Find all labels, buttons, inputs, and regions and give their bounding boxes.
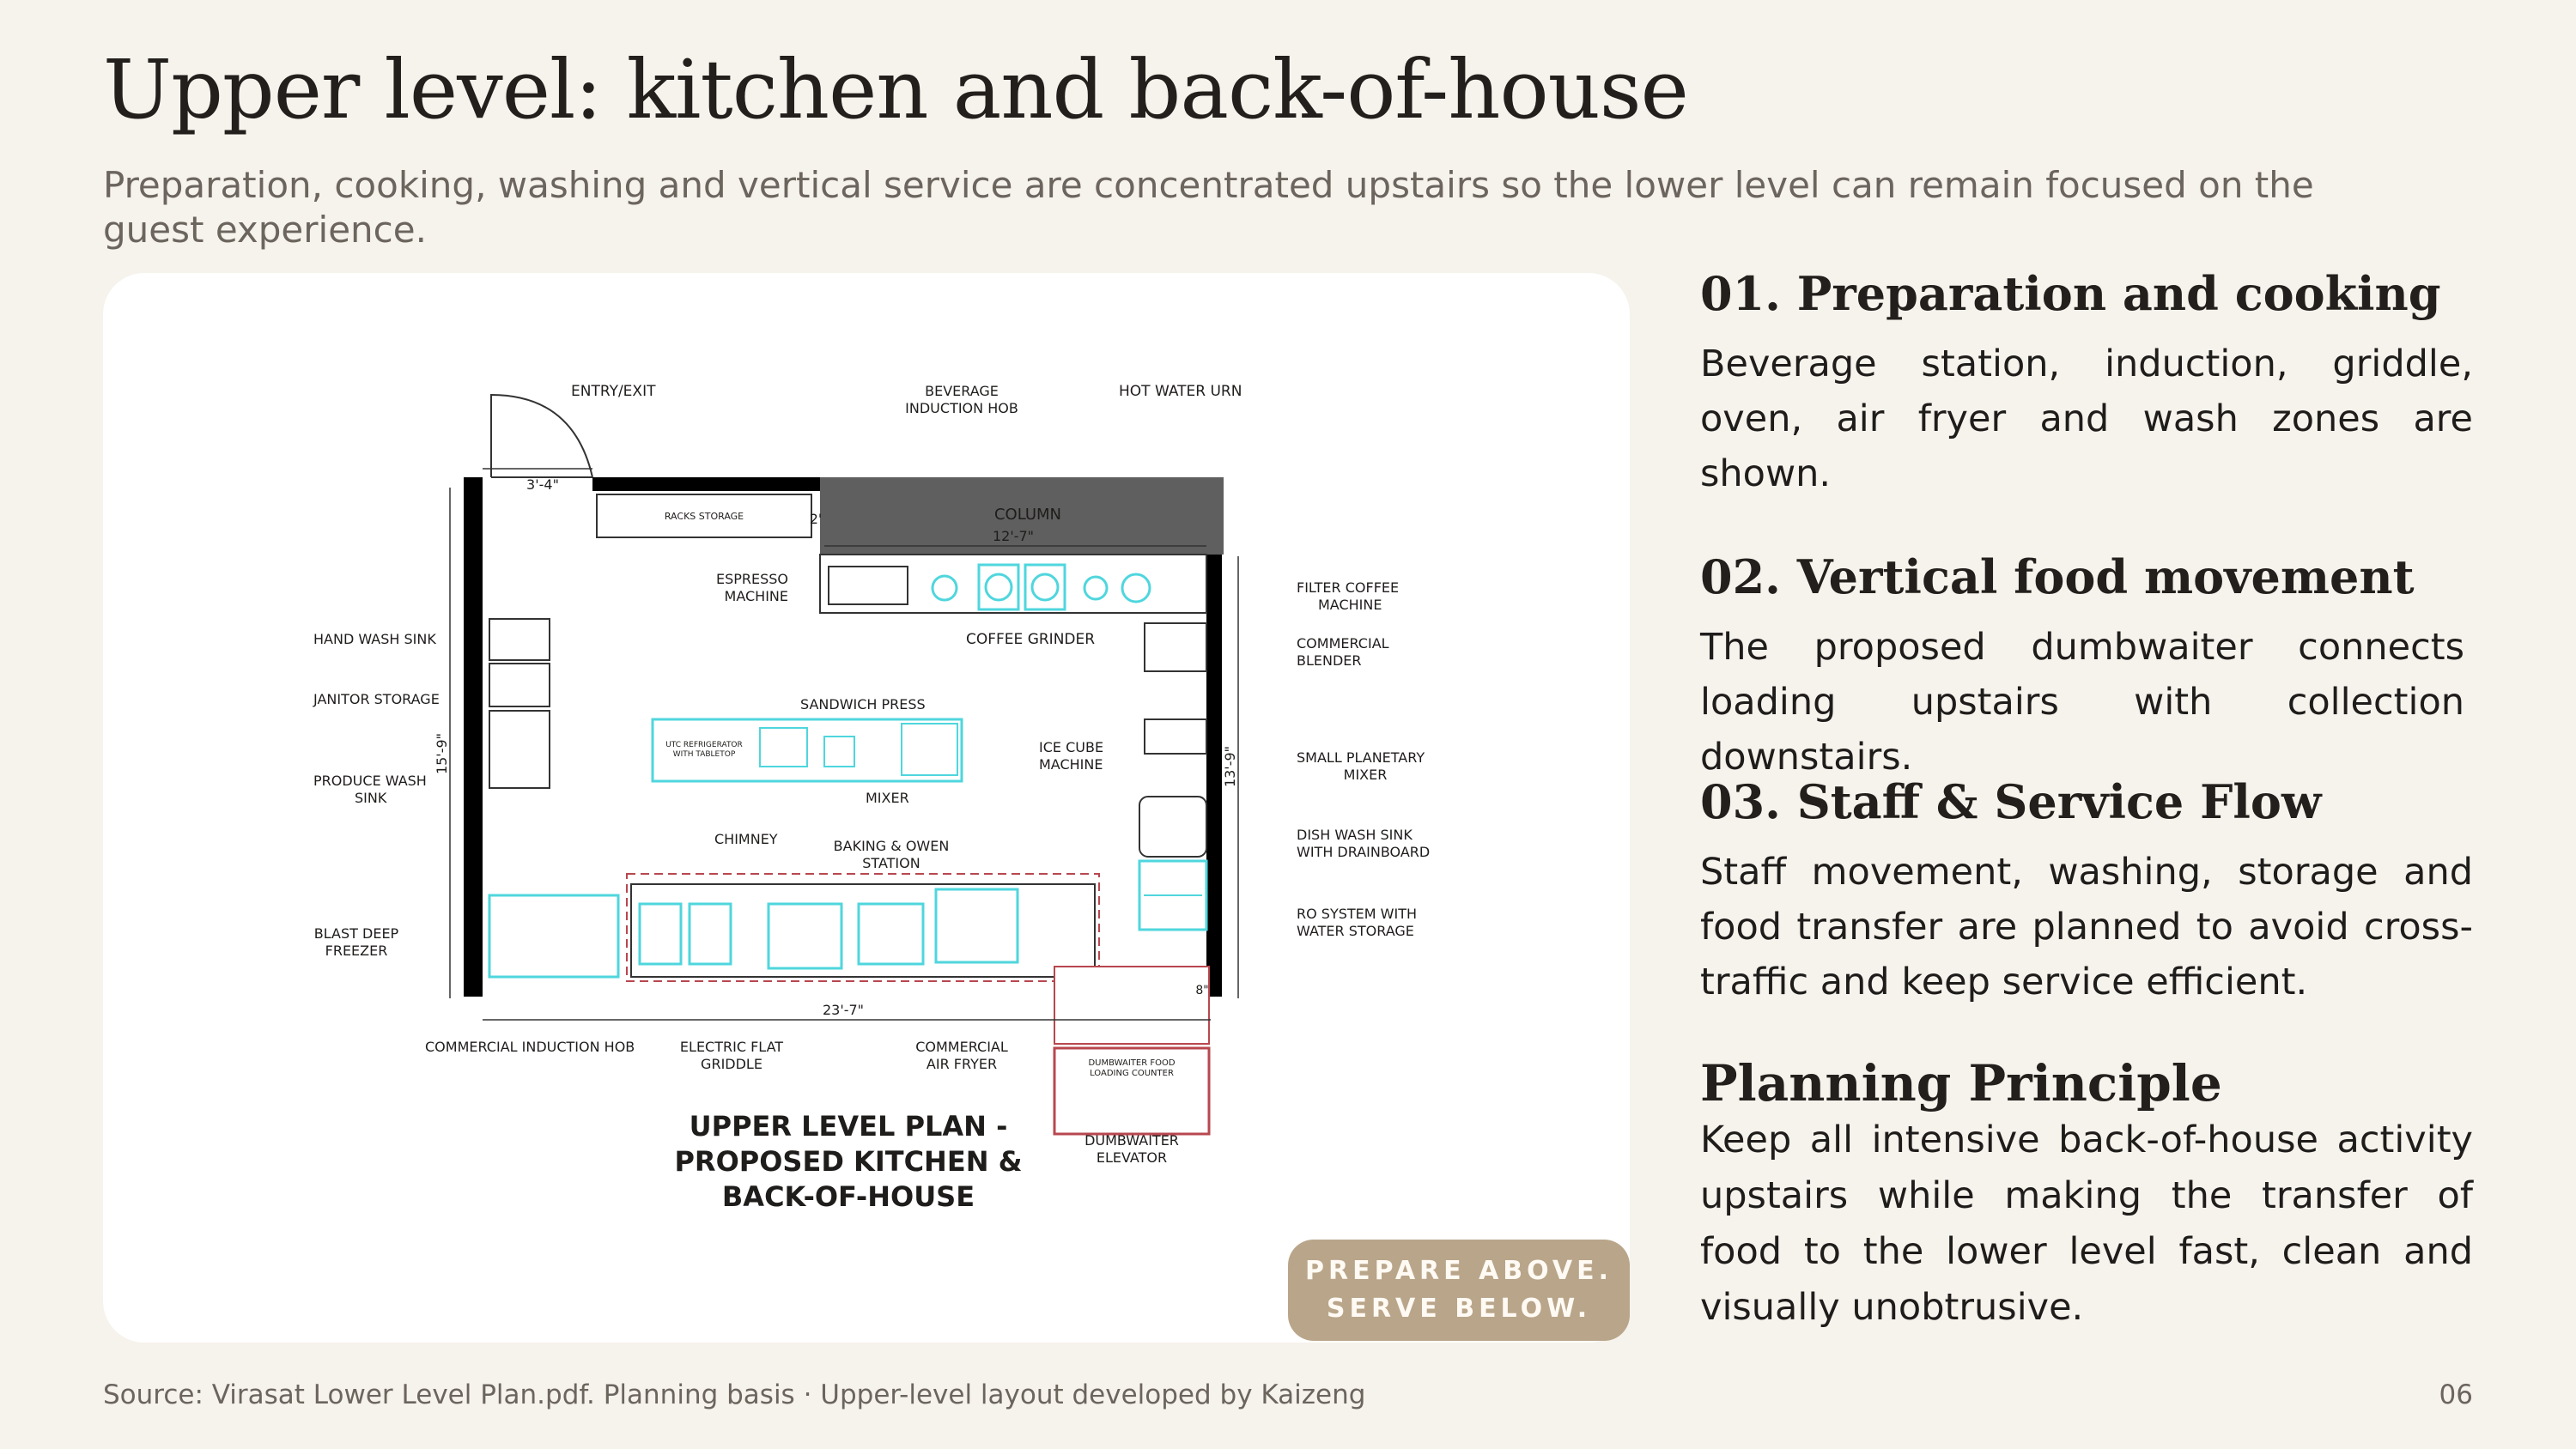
- dim-bottom: 23'-7": [822, 1002, 865, 1018]
- commercial-blender: [1145, 623, 1206, 671]
- dish-wash-sink: [1139, 797, 1206, 857]
- badge-line-1: PREPARE ABOVE.: [1305, 1256, 1613, 1286]
- label-air-fryer-1: COMMERCIAL: [915, 1039, 1008, 1055]
- dim-gap: 8": [1195, 984, 1209, 997]
- slide-title: Upper level: kitchen and back-of-house: [103, 43, 1688, 137]
- section-3-heading: 03. Staff & Service Flow: [1700, 774, 2322, 829]
- label-dumbwaiter-1: DUMBWAITER: [1084, 1132, 1179, 1149]
- label-utc-1: UTC REFRIGERATOR: [665, 741, 743, 749]
- label-beverage-hob-1: BEVERAGE: [925, 383, 999, 399]
- label-espresso-2: MACHINE: [724, 588, 788, 604]
- hand-wash-sink: [489, 619, 550, 660]
- label-espresso-1: ESPRESSO: [715, 571, 788, 587]
- floor-plan-drawing: [103, 273, 1630, 1343]
- dim-left: 15'-9": [434, 732, 450, 775]
- blast-freezer: [489, 895, 618, 977]
- label-planetary-1: SMALL PLANETARY: [1297, 749, 1425, 766]
- badge-line-2: SERVE BELOW.: [1326, 1294, 1592, 1324]
- label-janitor-storage: JANITOR STORAGE: [313, 691, 440, 707]
- section-3: [1700, 774, 2473, 1009]
- dim-door: 3'-4": [526, 476, 559, 493]
- wall-left: [464, 477, 483, 997]
- label-induction-hob: COMMERCIAL INDUCTION HOB: [425, 1039, 635, 1055]
- label-produce-wash-2: SINK: [355, 790, 387, 806]
- floor-plan-card: [103, 273, 1630, 1343]
- label-dish-wash-2: WITH DRAINBOARD: [1297, 844, 1431, 860]
- label-beverage-hob-2: INDUCTION HOB: [905, 400, 1018, 416]
- label-hand-wash-sink: HAND WASH SINK: [313, 631, 436, 647]
- dim-racks: 2': [809, 511, 823, 527]
- label-dumbwaiter-counter-1: DUMBWAITER FOOD: [1088, 1058, 1176, 1068]
- label-griddle-2: GRIDDLE: [701, 1056, 762, 1072]
- label-dish-wash-1: DISH WASH SINK: [1297, 827, 1413, 843]
- planning-principle-body: Keep all intensive back-of-house activity upstairs while making the transfer of food to the lower level fast, clean and visually unobtrusive.: [1700, 1119, 2473, 1329]
- wall-right: [1206, 555, 1222, 997]
- label-produce-wash-1: PRODUCE WASH: [313, 773, 427, 789]
- produce-wash-sink: [489, 711, 550, 788]
- label-hot-water-urn: HOT WATER URN: [1119, 383, 1242, 400]
- label-baking-1: BAKING & OWEN: [833, 838, 950, 854]
- espresso-machine: [829, 567, 908, 604]
- section-2: [1700, 549, 2464, 785]
- plan-title-line1: UPPER LEVEL PLAN -: [689, 1110, 1008, 1143]
- label-chimney: CHIMNEY: [714, 831, 778, 847]
- label-planetary-2: MIXER: [1343, 767, 1388, 783]
- label-ice-cube-2: MACHINE: [1039, 756, 1103, 773]
- label-griddle-1: ELECTRIC FLAT: [679, 1039, 784, 1055]
- label-blast-2: FREEZER: [325, 943, 388, 959]
- label-utc-2: WITH TABLETOP: [672, 750, 736, 759]
- section-1-heading: 01. Preparation and cooking: [1700, 266, 2441, 321]
- label-blast-1: BLAST DEEP: [313, 925, 399, 942]
- plan-title-line2: PROPOSED KITCHEN &: [674, 1145, 1023, 1178]
- prepare-serve-badge: [1288, 1240, 1630, 1341]
- label-dumbwaiter-2: ELEVATOR: [1096, 1149, 1168, 1166]
- label-sandwich-press: SANDWICH PRESS: [800, 696, 926, 712]
- label-ice-cube-1: ICE CUBE: [1039, 739, 1104, 755]
- section-2-body: The proposed dumbwaiter connects loading upstairs with collection downstairs.: [1700, 626, 2464, 779]
- section-2-heading: 02. Vertical food movement: [1700, 549, 2415, 604]
- label-blender-2: BLENDER: [1297, 652, 1362, 669]
- plan-title-line3: BACK-OF-HOUSE: [721, 1180, 975, 1213]
- label-column: COLUMN: [993, 506, 1062, 524]
- label-dumbwaiter-counter-2: LOADING COUNTER: [1090, 1069, 1174, 1078]
- wall-top-left: [592, 477, 820, 491]
- label-ro-2: WATER STORAGE: [1297, 923, 1414, 939]
- source-footnote: Source: Virasat Lower Level Plan.pdf. Planning basis · Upper-level layout developed by Kaizeng: [103, 1379, 1366, 1410]
- section-1: [1700, 266, 2473, 501]
- slide-subtitle: Preparation, cooking, washing and vertical service are concentrated upstairs so the lower level can remain focused on the guest experience.: [103, 164, 2314, 251]
- section-4: [1700, 1054, 2473, 1336]
- label-baking-2: STATION: [862, 855, 920, 871]
- section-1-body: Beverage station, induction, griddle, oven, air fryer and wash zones are shown.: [1700, 343, 2473, 495]
- label-racks-storage: RACKS STORAGE: [664, 511, 744, 522]
- page-number: 06: [2439, 1379, 2473, 1410]
- dumbwaiter-counter: [1054, 967, 1209, 1044]
- label-ro-1: RO SYSTEM WITH: [1297, 906, 1417, 922]
- label-air-fryer-2: AIR FRYER: [926, 1056, 998, 1072]
- label-coffee-grinder: COFFEE GRINDER: [966, 631, 1096, 648]
- label-filter-coffee-2: MACHINE: [1318, 597, 1382, 613]
- planning-principle-heading: Planning Principle: [1700, 1054, 2222, 1113]
- dim-counter: 12'-7": [992, 528, 1035, 544]
- door-swing: [491, 395, 592, 477]
- label-entry-exit: ENTRY/EXIT: [571, 383, 656, 400]
- dim-right: 13'-9": [1222, 745, 1238, 788]
- label-filter-coffee-1: FILTER COFFEE: [1297, 579, 1400, 596]
- section-3-body: Staff movement, washing, storage and food transfer are planned to avoid cross-traffic and keep service efficient.: [1700, 851, 2473, 1003]
- label-blender-1: COMMERCIAL: [1297, 635, 1389, 652]
- label-mixer: MIXER: [866, 790, 909, 806]
